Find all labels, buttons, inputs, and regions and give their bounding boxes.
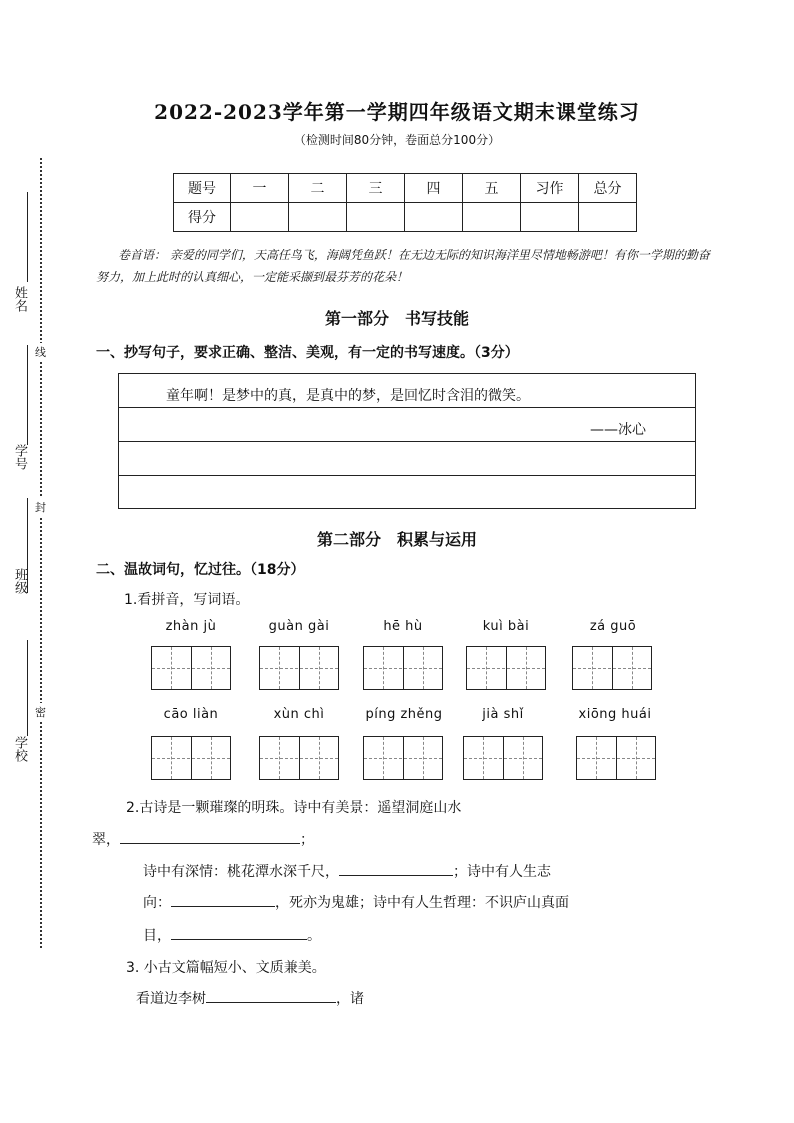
tianzige-grid[interactable] [151,646,231,690]
pinyin-label: zá guō [589,619,637,634]
answer-blank[interactable] [339,861,453,876]
poem-line [143,925,321,945]
tianzige-grid[interactable] [363,646,443,690]
score-table [173,173,637,232]
table-cell: 一 [231,174,289,203]
pinyin-label: zhàn jù [165,619,217,634]
table-cell: 习作 [521,174,579,203]
part2-title: 第二部分 积累与运用 [316,530,477,549]
seal-mark-line: 线 [35,343,46,361]
poem-text: 诗中有深情：桃花潭水深千尺， [143,864,339,880]
binding-dotted-line [40,158,42,948]
poem-text: ，死亦为鬼雄；诗中有人生哲理：不识庐山真面 [275,895,569,911]
writing-line [119,441,695,442]
poem-text: 目， [143,928,171,944]
page-subtitle: （检测时间80分钟，卷面总分100分） [293,133,501,147]
pinyin-label: cāo liàn [163,707,219,722]
table-cell: 三 [347,174,405,203]
pinyin-label: jià shǐ [482,707,524,722]
page-title: 2022-2023学年第一学期四年级语文期末课堂练习 [154,100,640,124]
table-cell: 四 [405,174,463,203]
poem-line [92,829,314,849]
writing-line [119,407,695,408]
pinyin-label: xiōng huái [578,707,652,722]
table-cell: 总分 [579,174,637,203]
poem-text: ； [300,832,314,848]
tianzige-grid[interactable] [576,736,656,780]
ancient-text: ，诸 [336,991,364,1007]
seal-mark-mi: 密 [35,703,46,721]
poem-text: 向： [143,895,171,911]
poem-text: 。 [307,928,321,944]
tianzige-grid[interactable] [463,736,543,780]
question-1-heading: 一、抄写句子，要求正确、整洁、美观，有一定的书写速度。（3分） [96,345,519,361]
school-blank-line[interactable] [27,640,28,736]
poem-line [143,892,569,912]
pinyin-label: xùn chì [273,707,325,722]
class-label: 班级 [12,568,27,594]
answer-blank[interactable] [171,892,275,907]
table-cell: 题号 [174,174,231,203]
score-input-cell[interactable] [579,203,637,232]
score-input-cell[interactable] [405,203,463,232]
score-input-cell[interactable] [521,203,579,232]
sub-question-2: 2.古诗是一颗璀璨的明珠。诗中有美景：遥望洞庭山水 [126,800,462,816]
poem-text: 翠， [92,832,120,848]
pinyin-label: píng zhěng [365,707,443,722]
tianzige-grid[interactable] [466,646,546,690]
name-blank-line[interactable] [27,192,28,282]
copy-sentence: 童年啊！是梦中的真，是真中的梦，是回忆时含泪的微笑。 [166,388,530,404]
score-input-cell[interactable] [289,203,347,232]
ancient-text-line [136,988,364,1008]
table-cell: 五 [463,174,521,203]
name-label: 姓名 [12,286,27,312]
score-input-cell[interactable] [231,203,289,232]
ancient-text: 看道边李树 [136,991,206,1007]
answer-blank[interactable] [171,925,307,940]
school-label: 学校 [12,736,27,762]
part1-title: 第一部分 书写技能 [324,309,469,328]
number-label: 学号 [12,444,27,470]
pinyin-label: hē hù [383,619,423,634]
poem-text: ；诗中有人生志 [453,864,551,880]
score-input-cell[interactable] [347,203,405,232]
pinyin-label: kuì bài [482,619,530,634]
seal-mark-feng: 封 [35,498,46,516]
tianzige-grid[interactable] [363,736,443,780]
tianzige-grid[interactable] [259,646,339,690]
table-cell: 二 [289,174,347,203]
question-2-heading: 二、温故词句，忆过往。（18分） [96,562,305,578]
tianzige-grid[interactable] [151,736,231,780]
tianzige-grid[interactable] [572,646,652,690]
score-table-score-row [174,203,637,232]
number-blank-line[interactable] [27,345,28,445]
answer-blank[interactable] [120,829,300,844]
answer-blank[interactable] [206,988,336,1003]
score-table-header-row [174,174,637,203]
table-cell: 得分 [174,203,231,232]
sub-question-1: 1.看拼音，写词语。 [124,592,250,608]
tianzige-grid[interactable] [259,736,339,780]
poem-line [143,861,551,881]
sub-question-3: 3. 小古文篇幅短小、文质兼美。 [126,960,326,976]
pinyin-label: guàn gài [268,619,330,634]
score-input-cell[interactable] [463,203,521,232]
writing-line [119,475,695,476]
foreword-note: 卷首语： 亲爱的同学们，天高任鸟飞，海阔凭鱼跃！在无边无际的知识海洋里尽情地畅游吧！有你一学期的勤奋努力，加上此时的认真细心，一定能采撷到最芬芳的花朵！ [96,248,710,284]
sentence-author: ——冰心 [590,422,646,438]
